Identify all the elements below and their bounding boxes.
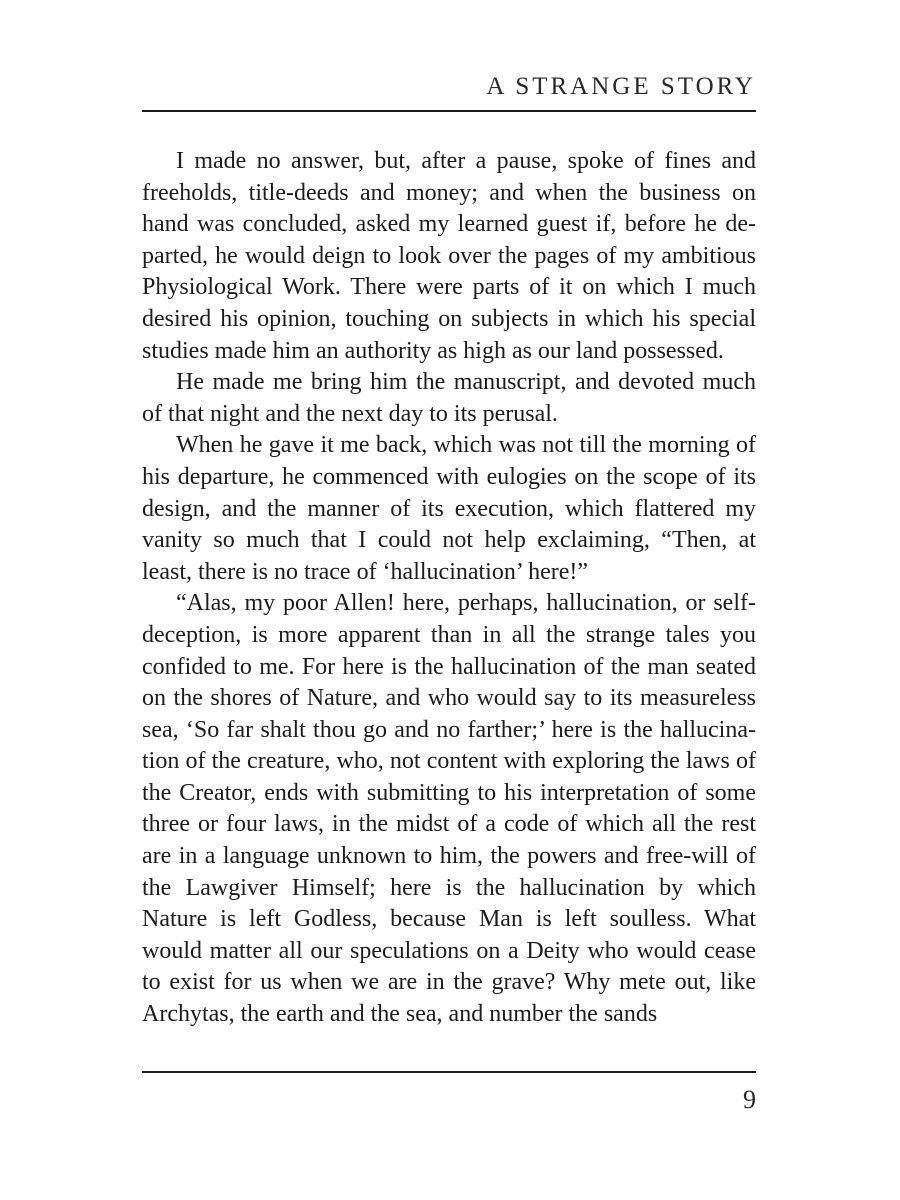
paragraph: He made me bring him the manuscript, and devoted much of that night and the next day to its perusal. [142,369,756,427]
header-rule [142,110,756,112]
paragraph: I made no answer, but, after a pause, spoke of fines and freeholds, title-deeds and money; and when the business on hand was concluded, asked my learned guest if, before he departed, he would deign to look over the pages of my ambitious Physiological Work. There were parts of it on which I much desired his opinion, touching on subjects in which his special studies made him an authority as high as our land possessed. [142,148,756,364]
running-header-title: A STRANGE STORY [486,73,756,100]
paragraph: “Alas, my poor Allen! here, perhaps, hallucination, or self-deception, is more apparent than in all the strange tales you confided to me. For here is the hallucination of the man seated on the shores of Nature, and who would say to its measureless sea, ‘So far shalt thou go and no farther;’ here is the hallucination of the creature, who, not content with exploring the laws of the Creator, ends with submitting to his interpretation of some three or four laws, in the midst of a code of which all the rest are in a language unknown to him, the powers and free-will of the Lawgiver Himself; here is the hallucination by which Nature is left Godless, because Man is left soulless. What would matter all our speculations on a Deity who would cease to exist for us when we are in the grave? Why mete out, like Archytas, the earth and the sea, and number the sands [142,590,756,1028]
footer-rule [142,1071,756,1073]
body-text [142,146,756,1031]
paragraph: When he gave it me back, which was not till the morning of his departure, he commenced with eulogies on the scope of its design, and the manner of its execution, which flattered my vanity so much that I could not help exclaiming, “Then, at least, there is no trace of ‘hallucination’ here!” [142,432,756,585]
page-number: 9 [743,1085,756,1114]
